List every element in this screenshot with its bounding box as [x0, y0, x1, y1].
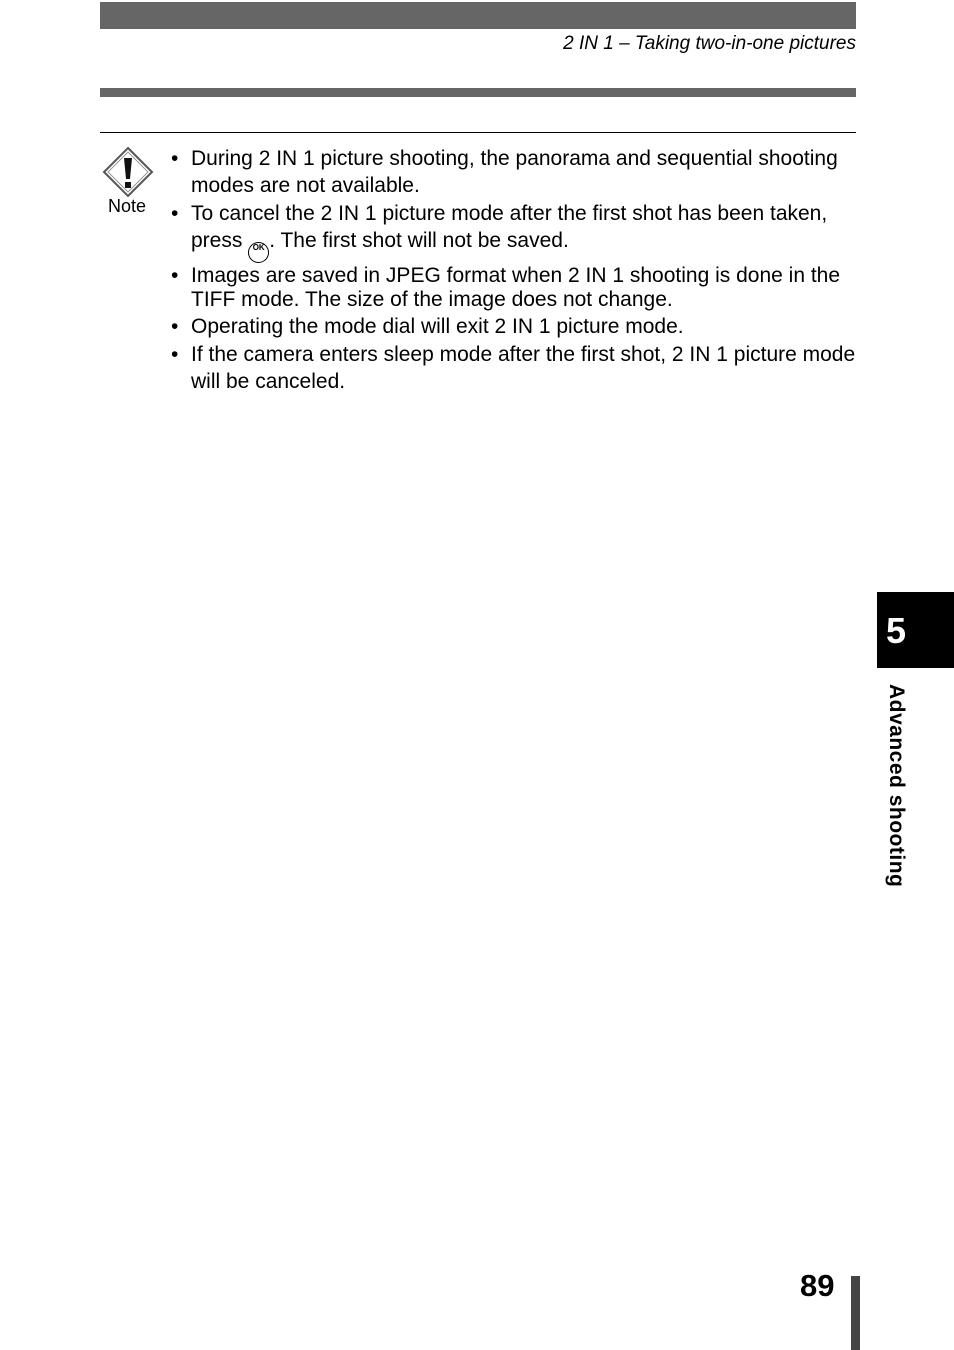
chapter-title: Advanced shooting: [885, 684, 908, 888]
list-item: • If the camera enters sleep mode after the first shot, 2 IN 1 picture mode will be canceled.: [170, 341, 860, 395]
warning-exclamation-icon: [102, 146, 154, 198]
ok-button-icon: OK: [248, 242, 269, 263]
running-header: 2 IN 1 – Taking two-in-one pictures: [563, 33, 856, 54]
list-item: • During 2 IN 1 picture shooting, the panorama and sequential shooting modes are not available.: [170, 145, 860, 199]
page-number: 89: [800, 1268, 835, 1303]
list-item-text: To cancel the 2 IN 1 picture mode after the first shot has been taken, press: [191, 202, 828, 252]
note-label: Note: [108, 196, 147, 216]
page-number-bar: [851, 1276, 860, 1350]
list-item: • Operating the mode dial will exit 2 IN 1 picture mode.: [170, 313, 860, 340]
top-header-bar: [100, 2, 856, 29]
note-bullet-list: [170, 145, 860, 395]
chapter-tab: [877, 592, 954, 668]
list-item-text: . The first shot will not be saved.: [269, 229, 569, 252]
chapter-number: 5: [886, 610, 907, 651]
list-item: [170, 200, 860, 263]
section-rule: [100, 132, 856, 133]
header-rule: [100, 88, 856, 97]
list-item: • Images are saved in JPEG format when 2 IN 1 shooting is done in the TIFF mode. The size of the image does not change.: [170, 264, 860, 312]
